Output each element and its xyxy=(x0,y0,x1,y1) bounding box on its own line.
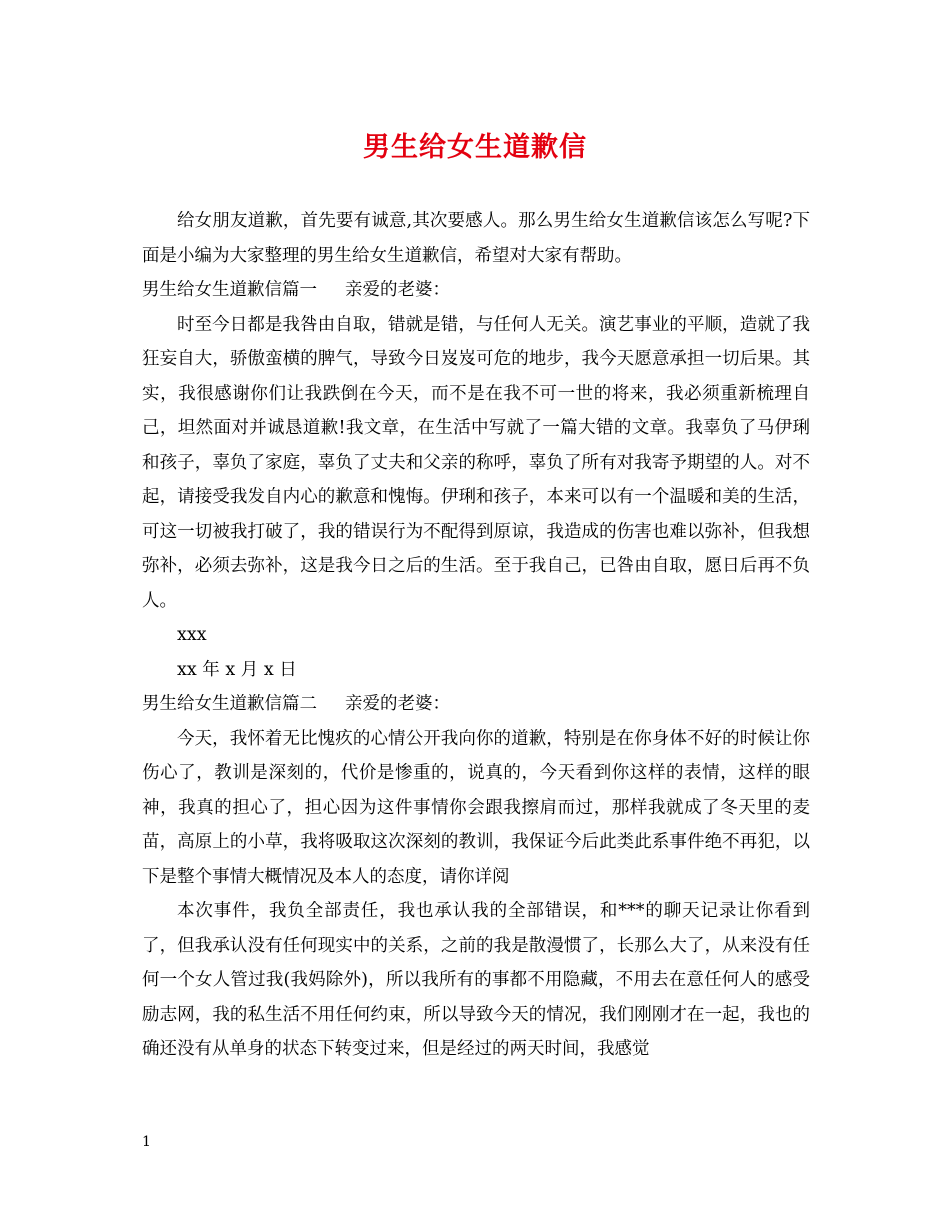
letter-two-heading-line xyxy=(142,687,810,722)
letter-one-signature: xxx xyxy=(177,625,207,645)
letter-one-heading: 男生给女生道歉信篇一 xyxy=(142,280,317,300)
letter-two-greeting: 亲爱的老婆： xyxy=(345,694,450,714)
letter-one-heading-line xyxy=(142,273,810,308)
letter-one-greeting: 亲爱的老婆： xyxy=(345,280,450,300)
page-number: 1 xyxy=(142,1134,151,1150)
document-body xyxy=(142,204,810,1067)
page-title: 男生给女生道歉信 xyxy=(363,132,587,163)
letter-two-paragraph-two: 本次事件，我负全部责任，我也承认我的全部错误，和***的聊天记录让你看到了，但我承认没有任何现实中的关系，之前的我是散漫惯了，长那么大了，从来没有任何一个女人管过我(我妈除外)，所以我所有的事都不用隐藏，不用去在意任何人的感受励志网，我的私生活不用任何约束，所以导致今天的情况，我们刚刚才在一起，我也的确还没有从单身的状态下转变过来，但是经过的两天时间，我感觉 xyxy=(142,901,810,1059)
letter-two-heading: 男生给女生道歉信篇二 xyxy=(142,694,317,714)
letter-one-body: 时至今日都是我咎由自取，错就是错，与任何人无关。演艺事业的平顺，造就了我狂妄自大，骄傲蛮横的脾气，导致今日岌岌可危的地步，我今天愿意承担一切后果。其实，我很感谢你们让我跌倒在今天，而不是在我不可一世的将来，我必须重新梳理自己，坦然面对并诚恳道歉!我文章，在生活中写就了一篇大错的文章。我辜负了马伊琍和孩子，辜负了家庭，辜负了丈夫和父亲的称呼，辜负了所有对我寄予期望的人。对不起，请接受我发自内心的歉意和愧悔。伊琍和孩子，本来可以有一个温暖和美的生活，可这一切被我打破了，我的错误行为不配得到原谅，我造成的伤害也难以弥补，但我想弥补，必须去弥补，这是我今日之后的生活。至于我自己，已咎由自取，愿日后再不负人。 xyxy=(142,314,810,611)
letter-two-paragraph-one: 今天，我怀着无比愧疚的心情公开我向你的道歉，特别是在你身体不好的时候让你伤心了，教训是深刻的，代价是惨重的，说真的，今天看到你这样的表情，这样的眼神，我真的担心了，担心因为这件事情你会跟我擦肩而过，那样我就成了冬天里的麦苗，高原上的小草，我将吸取这次深刻的教训，我保证今后此类此系事件绝不再犯，以下是整个事情大概情况及本人的态度，请你详阅 xyxy=(142,728,810,887)
intro-paragraph: 给女朋友道歉，首先要有诚意,其次要感人。那么男生给女生道歉信该怎么写呢?下面是小编为大家整理的男生给女生道歉信，希望对大家有帮助。 xyxy=(142,211,810,266)
letter-one-date: xx 年 x 月 x 日 xyxy=(177,659,297,680)
